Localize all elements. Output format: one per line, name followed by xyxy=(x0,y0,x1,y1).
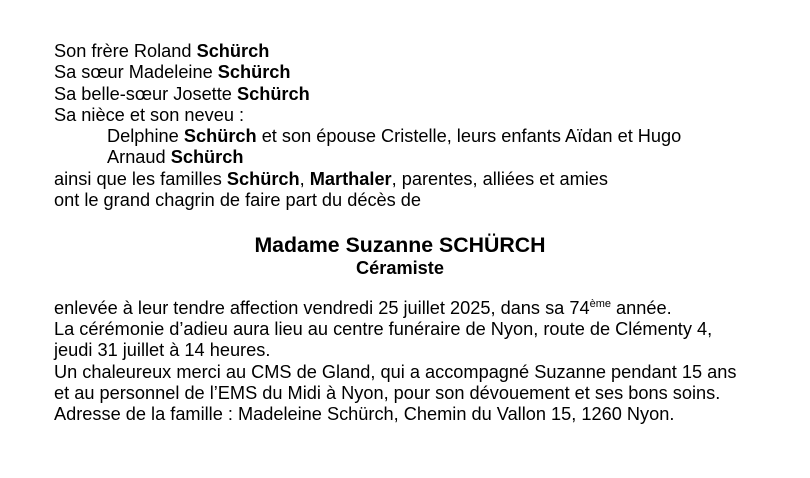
deceased-profession: Céramiste xyxy=(356,258,444,278)
families-separator: , xyxy=(299,168,310,189)
niece-line xyxy=(54,126,681,147)
families-text: , parentes, alliées et amies xyxy=(391,168,608,189)
family-address-line: Adresse de la famille : Madeleine Schürch, Chemin du Vallon 15, 1260 Nyon. xyxy=(54,403,675,424)
family-name: Marthaler xyxy=(309,168,392,189)
relative-text: Son frère Roland xyxy=(54,41,197,61)
family-name: Schürch xyxy=(226,168,300,189)
relative-text: Sa sœur Madeleine xyxy=(54,62,218,83)
announcement-line: ont le grand chagrin de faire part du décès de xyxy=(54,190,422,211)
relative-surname: Schürch xyxy=(170,147,244,168)
relative-line-sister xyxy=(54,62,681,83)
relative-surname: Schürch xyxy=(183,126,257,147)
families-text: ainsi que les familles xyxy=(54,168,227,189)
relative-text: Sa belle-sœur Josette xyxy=(54,83,237,104)
relative-surname: Schürch xyxy=(217,62,291,83)
ceremony-line-2: jeudi 31 juillet à 14 heures. xyxy=(54,340,271,361)
families-line xyxy=(54,169,681,190)
relative-text: Arnaud xyxy=(107,147,171,168)
nephew-line xyxy=(54,147,681,168)
ceremony-line-1: La cérémonie d’adieu aura lieu au centre funéraire de Nyon, route de Clémenty 4, xyxy=(54,319,713,340)
deceased-name: Madame Suzanne SCHÜRCH xyxy=(254,233,546,257)
relative-surname: Schürch xyxy=(196,41,270,61)
relative-line-sister-in-law xyxy=(54,84,681,105)
ordinal-superscript: ème xyxy=(589,298,611,310)
relative-surname: Schürch xyxy=(236,83,310,104)
passing-line xyxy=(54,298,736,319)
passing-text-end: année. xyxy=(610,298,672,318)
relative-line-brother xyxy=(54,41,681,62)
thanks-line-2: et au personnel de l’EMS du Midi à Nyon, pour son dévouement et ses bons soins. xyxy=(54,382,721,403)
passing-text: enlevée à leur tendre affection vendredi 25 juillet 2025, dans sa 74 xyxy=(54,298,590,318)
thanks-line-1: Un chaleureux merci au CMS de Gland, qui a accompagné Suzanne pendant 15 ans xyxy=(54,361,737,382)
notice-details xyxy=(54,298,736,425)
relative-text: et son épouse Cristelle, leurs enfants Aïdan et Hugo xyxy=(256,126,682,147)
niece-nephew-intro: Sa nièce et son neveu : xyxy=(54,104,245,125)
relative-text: Delphine xyxy=(107,126,184,147)
relatives-list xyxy=(54,41,681,211)
